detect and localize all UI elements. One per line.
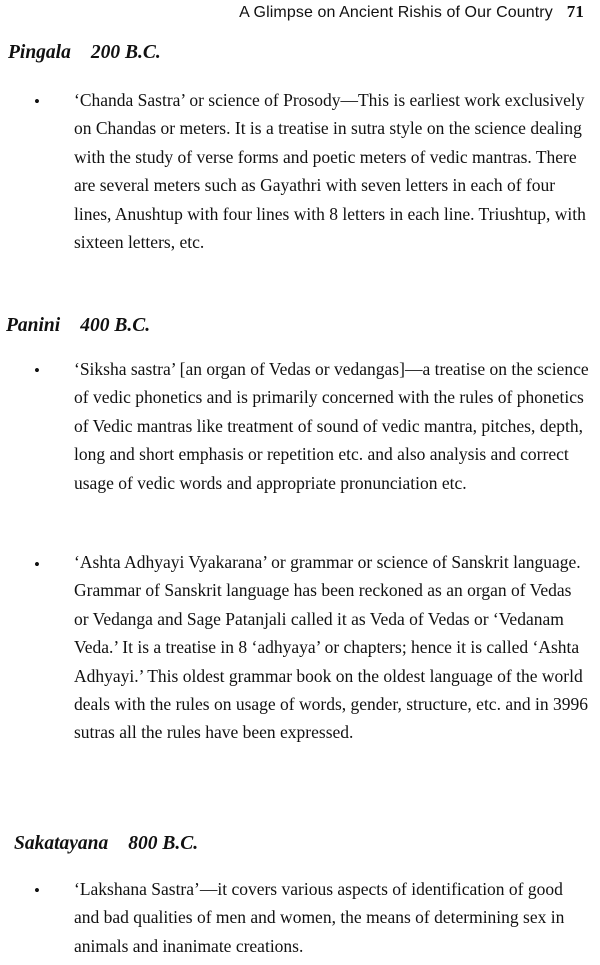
- section-heading-sakatayana: [14, 833, 198, 855]
- page-number: 71: [566, 2, 584, 21]
- bullet: •: [34, 555, 40, 574]
- section-date: 800 B.C.: [128, 833, 199, 854]
- list-item: ‘Ashta Adhyayi Vyakarana’ or grammar or science of Sanskrit language. Grammar of Sanskrit language has been reckoned as an organ of Vedas or Vedanga and Sage Patanjali called it as Veda of Vedas or ‘Vedanam Veda.’ It is a treatise in 8 ‘adhyaya’ or chapters; hence it is called ‘Ashta Adhyayi.’ This oldest grammar book on the oldest language of the world deals with the rules on usage of words, gender, structure, etc. and in 3996 sutras all the rules have been expressed.: [74, 552, 588, 743]
- bullet: •: [34, 881, 40, 900]
- running-head: [239, 2, 584, 22]
- section-name: Pingala: [8, 42, 71, 63]
- list-item: ‘Siksha sastra’ [an organ of Vedas or vedangas]—a treatise on the science of vedic phonetics and is primarily concerned with the rules of phonetics of Vedic mantras like treatment of sound of vedic mantra, pitches, depth, long and short emphasis or repetition etc. and also analysis and correct usage of vedic words and appropriate pronunciation etc.: [74, 359, 589, 493]
- section-date: 400 B.C.: [80, 315, 151, 336]
- list-item: ‘Lakshana Sastra’—it covers various aspects of identification of good and bad qualities of men and women, the means of determining sex in animals and inanimate creations.: [74, 879, 565, 956]
- section-date: 200 B.C.: [90, 42, 161, 63]
- section-heading-panini: [6, 315, 150, 337]
- bullet: •: [34, 361, 40, 380]
- section-name: Panini: [6, 315, 61, 336]
- running-head-title: A Glimpse on Ancient Rishis of Our Country: [239, 4, 553, 21]
- list-item: ‘Chanda Sastra’ or science of Prosody—This is earliest work exclusively on Chandas or meters. It is a treatise in sutra style on the science dealing with the study of verse forms and poetic meters of vedic mantras. There are several meters such as Gayathri with seven letters in each of four lines, Anushtup with four lines with 8 letters in each line. Triushtup, with sixteen letters, etc.: [74, 90, 586, 253]
- bullet: •: [34, 92, 40, 111]
- section-name: Sakatayana: [14, 833, 109, 854]
- section-heading-pingala: [8, 42, 161, 64]
